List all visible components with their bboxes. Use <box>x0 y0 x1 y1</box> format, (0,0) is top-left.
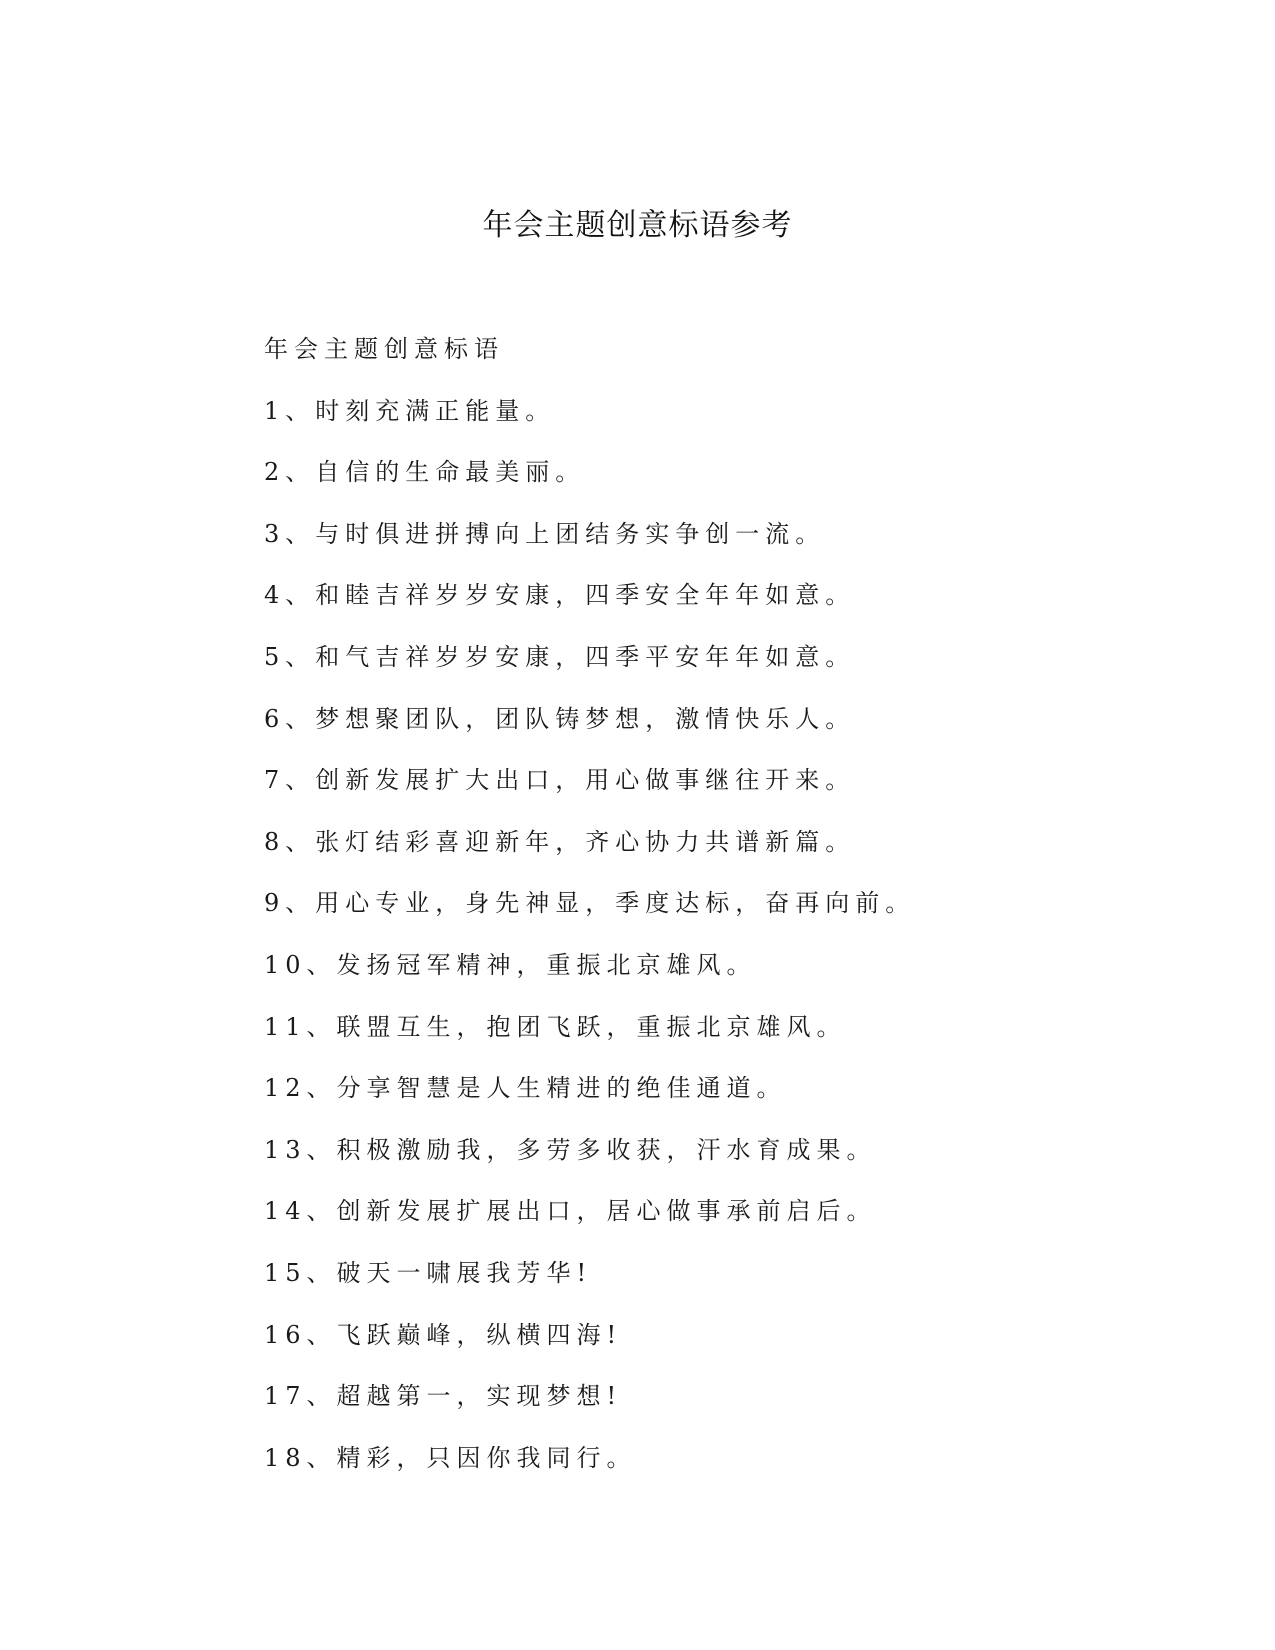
slogan-item: 6、梦想聚团队，团队铸梦想，激情快乐人。 <box>264 704 856 733</box>
slogan-item: 16、飞跃巅峰，纵横四海! <box>264 1320 623 1349</box>
slogan-item: 5、和气吉祥岁岁安康，四季平安年年如意。 <box>264 642 856 671</box>
slogan-item: 14、创新发展扩展出口，居心做事承前启后。 <box>264 1197 877 1226</box>
slogan-item: 17、超越第一，实现梦想! <box>264 1382 623 1411</box>
section-heading: 年会主题创意标语 <box>264 335 504 363</box>
slogan-item: 1、时刻充满正能量。 <box>264 396 556 425</box>
slogan-item: 11、联盟互生，抱团飞跃，重振北京雄风。 <box>264 1012 847 1041</box>
slogan-item: 4、和睦吉祥岁岁安康，四季安全年年如意。 <box>264 581 856 610</box>
document-body <box>264 330 1144 1500</box>
slogan-item: 7、创新发展扩大出口，用心做事继往开来。 <box>264 766 856 795</box>
slogan-item: 18、精彩，只因你我同行。 <box>264 1443 637 1472</box>
slogan-item: 8、张灯结彩喜迎新年，齐心协力共谱新篇。 <box>264 827 856 856</box>
document-title: 年会主题创意标语参考 <box>482 208 793 243</box>
slogan-item: 12、分享智慧是人生精进的绝佳通道。 <box>264 1074 787 1103</box>
slogan-item: 3、与时俱进拼搏向上团结务实争创一流。 <box>264 519 826 548</box>
slogan-item: 2、自信的生命最美丽。 <box>264 458 586 487</box>
slogan-item: 15、破天一啸展我芳华! <box>264 1258 593 1287</box>
slogan-item: 9、用心专业，身先神显，季度达标，奋再向前。 <box>264 889 916 918</box>
slogan-item: 13、积极激励我，多劳多收获，汗水育成果。 <box>264 1135 877 1164</box>
slogan-item: 10、发扬冠军精神，重振北京雄风。 <box>264 950 757 979</box>
